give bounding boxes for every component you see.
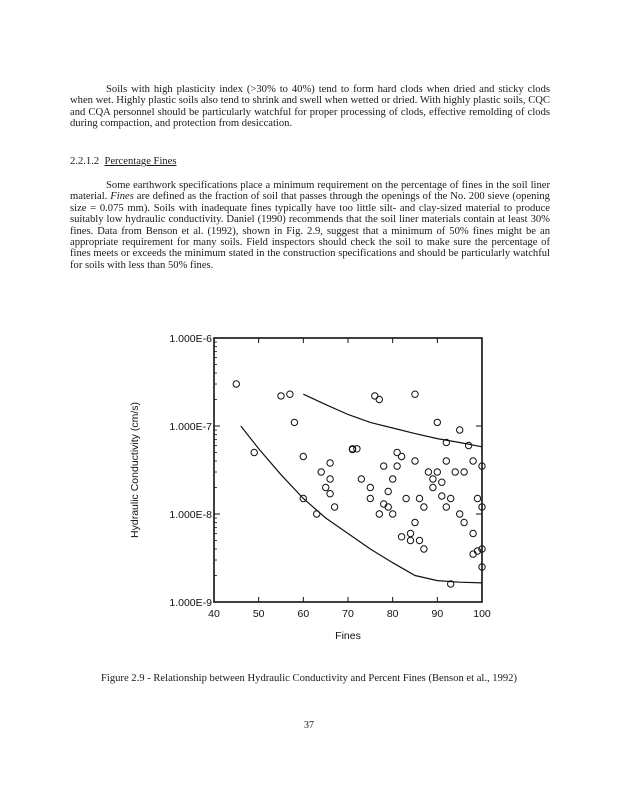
- data-point: [412, 519, 418, 525]
- data-point: [358, 476, 364, 482]
- data-point: [372, 393, 378, 399]
- data-point: [390, 511, 396, 517]
- data-point: [470, 551, 476, 557]
- data-point: [367, 495, 373, 501]
- data-point: [412, 391, 418, 397]
- data-point: [385, 504, 391, 510]
- data-point: [376, 511, 382, 517]
- plot-frame: [214, 338, 482, 602]
- data-point: [398, 453, 404, 459]
- x-tick-label: 80: [386, 608, 399, 620]
- data-point: [421, 546, 427, 552]
- data-point: [434, 469, 440, 475]
- y-axis-label: Hydraulic Conductivity (cm/s): [129, 402, 141, 538]
- paragraph-fines-text-b: are defined as the fraction of soil that passes through the openings of the No. 200 sieve (opening size = 0.075 mm). Soils with inadequate fines typically have too little silt- and clay-sized material to produce suitably low hydraulic conductivity. Daniel (1990) recommends that the soil liner materials contain at least 30% fines. Data from Benson et al. (1992), shown in Fig. 2.9, suggest that a minimum of 50% fines might be an appropriate requirement for many soils. Field inspectors should check the soil to make sure the percentage of fines meets or exceeds the minimum stated in the construction specifications and should be particularly watchful for soils with less than 50% fines.: [70, 191, 550, 271]
- data-point: [457, 427, 463, 433]
- data-point: [318, 469, 324, 475]
- data-point: [367, 484, 373, 490]
- y-tick-label: 1.000E-6: [169, 333, 212, 345]
- data-point: [470, 530, 476, 536]
- page-number: 37: [304, 720, 314, 731]
- data-point: [465, 442, 471, 448]
- paragraph-plasticity: [70, 84, 550, 130]
- data-point: [381, 463, 387, 469]
- x-tick-label: 90: [431, 608, 444, 620]
- section-heading: [70, 156, 177, 167]
- data-point: [457, 511, 463, 517]
- figure-caption: Figure 2.9 - Relationship between Hydraulic Conductivity and Percent Fines (Benson et al., 1992): [100, 673, 518, 684]
- section-number: 2.2.1.2: [70, 156, 100, 167]
- data-point: [425, 469, 431, 475]
- paragraph-fines-text-a: Some earthwork specifications place a minimum requirement on the percentage of fines in the soil liner material.: [70, 180, 550, 203]
- data-point: [300, 453, 306, 459]
- data-point: [434, 419, 440, 425]
- data-point: [403, 495, 409, 501]
- data-point: [416, 495, 422, 501]
- data-point: [407, 537, 413, 543]
- data-point: [331, 504, 337, 510]
- data-point: [470, 458, 476, 464]
- y-tick-label: 1.000E-7: [169, 421, 212, 433]
- data-point: [461, 469, 467, 475]
- data-point: [474, 495, 480, 501]
- data-point: [407, 530, 413, 536]
- y-tick-label: 1.000E-9: [169, 597, 212, 609]
- data-point: [452, 469, 458, 475]
- data-point: [443, 458, 449, 464]
- data-point: [416, 537, 422, 543]
- data-point: [278, 393, 284, 399]
- section-title: Percentage Fines: [104, 156, 177, 167]
- data-point: [233, 381, 239, 387]
- data-point: [398, 534, 404, 540]
- data-point: [461, 519, 467, 525]
- data-point: [390, 476, 396, 482]
- data-point: [412, 458, 418, 464]
- data-point: [448, 495, 454, 501]
- data-point: [287, 391, 293, 397]
- data-point: [327, 476, 333, 482]
- data-point: [394, 463, 400, 469]
- data-point: [443, 504, 449, 510]
- data-point: [421, 504, 427, 510]
- x-tick-label: 40: [208, 608, 220, 620]
- x-tick-label: 50: [252, 608, 265, 620]
- data-point: [291, 419, 297, 425]
- data-point: [251, 449, 257, 455]
- upper-envelope-curve: [303, 394, 482, 447]
- data-point: [354, 446, 360, 452]
- x-tick-label: 70: [342, 608, 354, 620]
- data-point: [323, 484, 329, 490]
- x-axis-label: Fines: [335, 630, 361, 642]
- x-tick-label: 60: [297, 608, 310, 620]
- x-tick-label: 100: [473, 608, 491, 620]
- data-point: [327, 491, 333, 497]
- data-point: [381, 501, 387, 507]
- paragraph-plasticity-text: Soils with high plasticity index (>30% to 40%) tend to form hard clods when dried and sticky clods when wet. Highly plastic soils also tend to shrink and swell when wetted or dried. With highly plastic soils, CQC and CQA personnel should be particularly watchful for proper processing of clods, effective remolding of clods during compaction, and protection from desiccation.: [70, 84, 550, 130]
- paragraph-fines: [70, 180, 550, 271]
- data-point: [430, 484, 436, 490]
- data-point: [376, 396, 382, 402]
- paragraph-fines-term: Fines: [110, 191, 134, 203]
- y-tick-label: 1.000E-8: [169, 509, 212, 521]
- data-point: [439, 493, 445, 499]
- lower-envelope-curve: [241, 426, 482, 583]
- data-point: [327, 460, 333, 466]
- data-point: [430, 476, 436, 482]
- data-point: [439, 479, 445, 485]
- data-point: [314, 511, 320, 517]
- data-point: [385, 488, 391, 494]
- conductivity-vs-fines-chart: [0, 320, 618, 650]
